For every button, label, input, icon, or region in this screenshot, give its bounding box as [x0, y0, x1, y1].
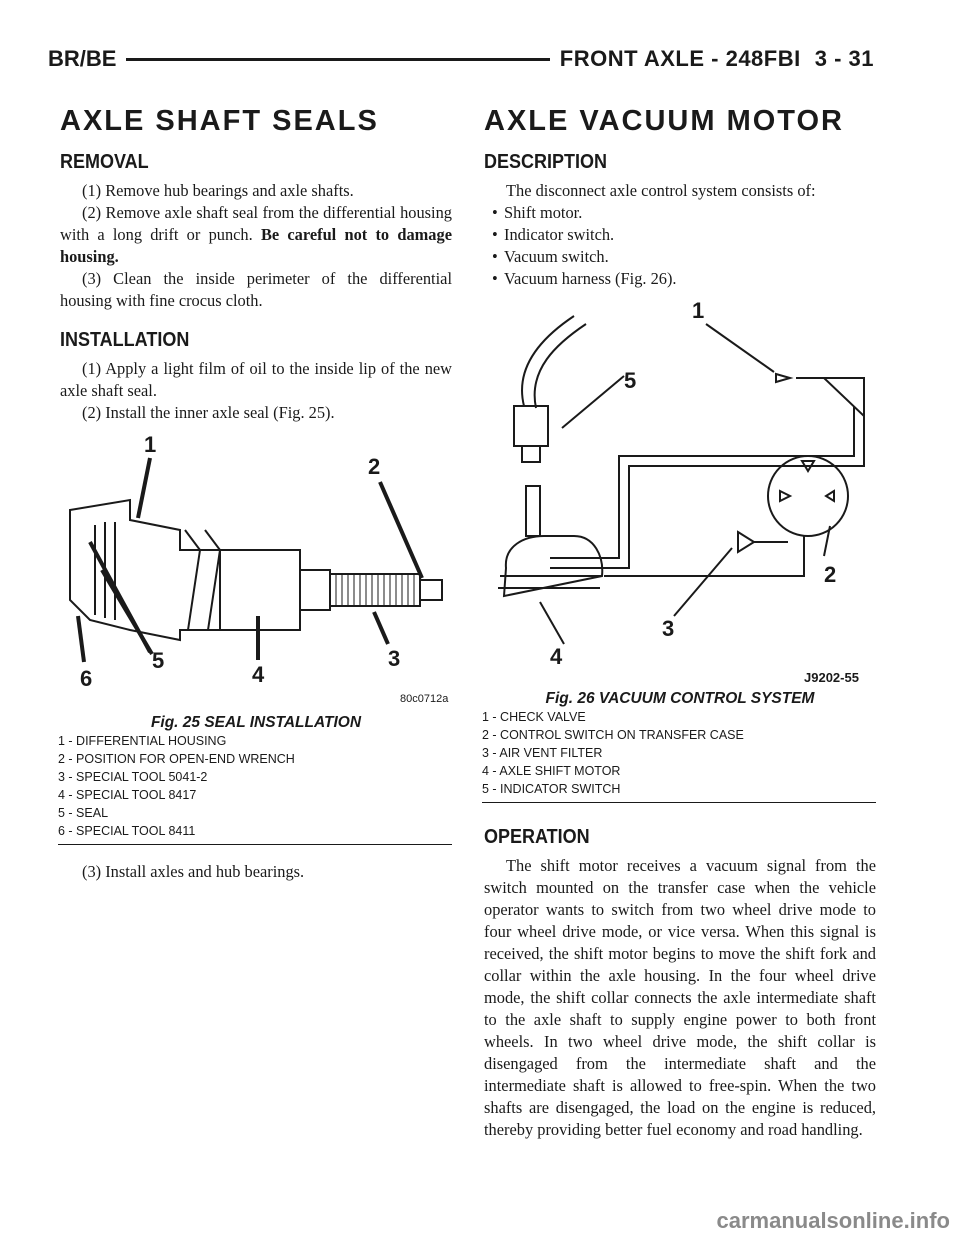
removal-step-2: (2) Remove axle shaft seal from the differential housing with a long drift or punch. Be careful not to damage housing.: [60, 203, 452, 266]
callout-3: 3: [662, 616, 675, 641]
list-item: • Vacuum harness (Fig. 26).: [492, 269, 677, 288]
fig-26-illustration: [484, 296, 876, 688]
fig-25-id: 80c0712a: [400, 693, 449, 705]
legend-item: 5 - INDICATOR SWITCH: [482, 782, 621, 796]
removal-warning: Be careful not to damage housing.: [60, 225, 452, 266]
callout-4: 4: [550, 644, 563, 669]
list-item: • Vacuum switch.: [492, 247, 609, 266]
installation-step-1: (1) Apply a light film of oil to the inside lip of the new axle shaft seal.: [60, 359, 452, 400]
legend-item: 3 - SPECIAL TOOL 5041-2: [58, 770, 208, 784]
callout-2: 2: [368, 454, 381, 479]
installation-step-2: (2) Install the inner axle seal (Fig. 25).: [82, 403, 335, 422]
legend-item: 4 - SPECIAL TOOL 8417: [58, 788, 197, 802]
left-column: [60, 104, 452, 883]
page-header: [48, 44, 874, 74]
seal-installation-drawing: [60, 430, 452, 712]
list-item: • Indicator switch.: [492, 225, 615, 244]
callout-6: 6: [80, 666, 93, 691]
list-item: • Shift motor.: [492, 203, 583, 222]
callout-2: 2: [824, 562, 837, 587]
installation-step-3: (3) Install axles and hub bearings.: [82, 862, 305, 881]
callout-1: 1: [692, 298, 705, 323]
legend-item: 1 - CHECK VALVE: [482, 710, 586, 724]
callout-4: 4: [252, 662, 265, 687]
right-column: [484, 104, 876, 1141]
axle-vacuum-motor-title: AXLE VACUUM MOTOR: [484, 105, 844, 137]
section-title: FRONT AXLE - 248FBI: [559, 46, 801, 71]
legend-item: 1 - DIFFERENTIAL HOUSING: [58, 734, 227, 748]
fig-26-id: J9202-55: [804, 670, 859, 685]
fig-25-legend: [58, 732, 452, 845]
callout-3: 3: [388, 646, 401, 671]
legend-item: 2 - CONTROL SWITCH ON TRANSFER CASE: [482, 728, 744, 742]
header-rule: [126, 58, 549, 61]
removal-step-1: (1) Remove hub bearings and axle shafts.: [82, 181, 354, 200]
legend-item: 2 - POSITION FOR OPEN-END WRENCH: [58, 752, 295, 766]
removal-step-3: (3) Clean the inside perimeter of the differential housing with fine crocus cloth.: [60, 269, 452, 310]
operation-heading: OPERATION: [484, 826, 590, 848]
description-intro: The disconnect axle control system consists of:: [506, 181, 816, 200]
installation-heading: INSTALLATION: [60, 329, 190, 351]
fig-26-legend: [482, 708, 876, 803]
axle-shaft-seals-title: AXLE SHAFT SEALS: [60, 105, 379, 137]
fig-26-caption: Fig. 26 VACUUM CONTROL SYSTEM: [545, 690, 815, 707]
callout-1: 1: [144, 432, 157, 457]
watermark: carmanualsonline.info: [716, 1208, 950, 1233]
legend-item: 4 - AXLE SHIFT MOTOR: [482, 764, 621, 778]
vehicle-code: BR/BE: [48, 46, 117, 71]
legend-item: 5 - SEAL: [58, 806, 109, 820]
removal-heading: REMOVAL: [60, 151, 149, 173]
page-number: 3 - 31: [814, 46, 874, 71]
legend-item: 3 - AIR VENT FILTER: [482, 746, 603, 760]
callout-5: 5: [152, 648, 165, 673]
callout-5: 5: [624, 368, 637, 393]
vacuum-control-drawing: [484, 296, 876, 688]
fig-25-illustration: [60, 430, 452, 712]
fig-25-caption: Fig. 25 SEAL INSTALLATION: [150, 714, 362, 731]
description-heading: DESCRIPTION: [484, 151, 608, 173]
legend-item: 6 - SPECIAL TOOL 8411: [58, 824, 196, 838]
operation-text: The shift motor receives a vacuum signal from the switch mounted on the transfer case when the vehicle operator wants to switch from two wheel drive mode to four wheel drive mode, or vice versa. When this signal is received, the shift motor begins to move the shift fork and collar within the axle housing. In the four wheel drive mode, the shift collar connects the axle intermediate shaft to the axle shaft to supply engine power to both front wheels. In two wheel drive mode, the shift collar is disengaged from the intermediate shaft and the intermediate shaft is allowed to free-spin. When the two shafts are disengaged, the load on the engine is reduced, thereby providing better fuel economy and road handling.: [484, 856, 876, 1139]
